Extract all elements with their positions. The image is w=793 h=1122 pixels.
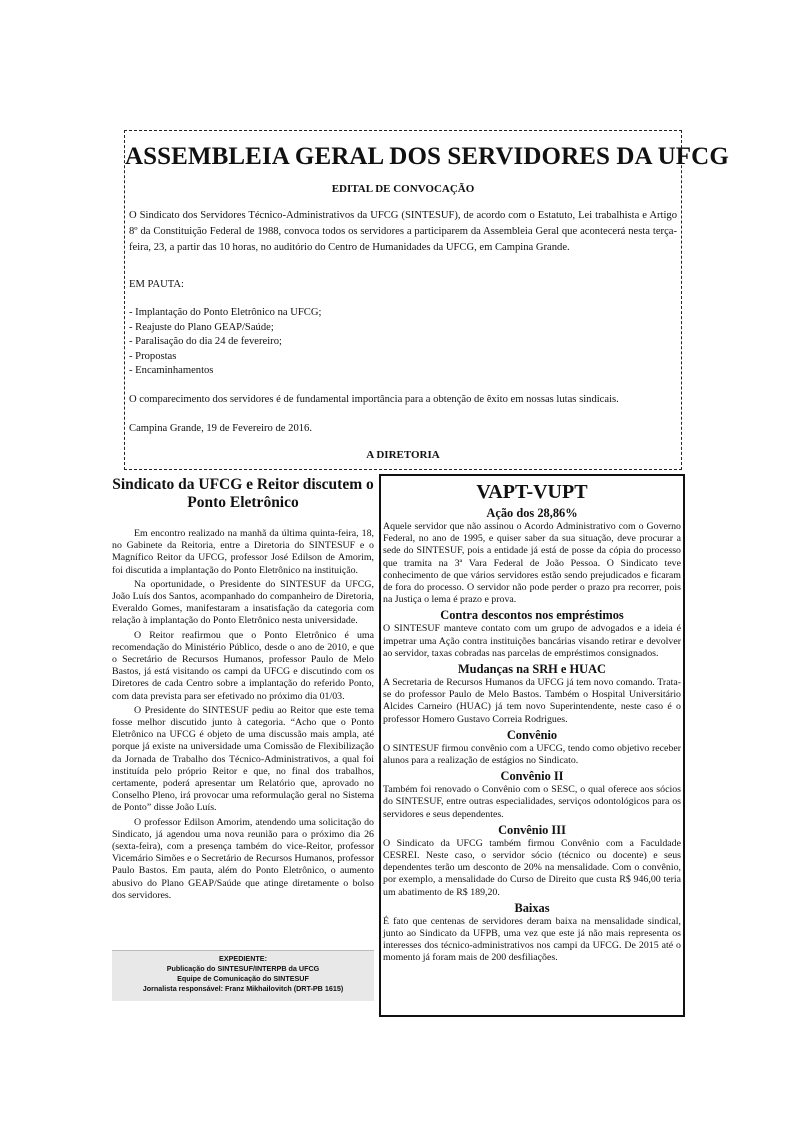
- notice-dateline: Campina Grande, 19 de Fevereiro de 2016.: [129, 423, 312, 434]
- expediente-title: EXPEDIENTE:: [219, 954, 267, 963]
- section-body: Aquele servidor que não assinou o Acordo Administrativo com o Governo Federal, no ano de 1995, e quiser saber da sua situação, deve procurar a sede do SINTESUF, pois a entidade já está de posse da cópia do processo que tramita na 3ª Vara Federal de João Pessoa. O Sindicato teve conhecimento de que vários servidores estão sendo prejudicados e ficaram de fora do processo. O servidor não pode perder o prazo pra recorrer, pois na Justiça o lema é prazo e prova.: [383, 521, 681, 606]
- section-title: Convênio II: [500, 769, 564, 784]
- section-title: Baixas: [514, 900, 550, 915]
- agenda-item: - Propostas: [129, 350, 177, 362]
- vapt-vupt-title: VAPT-VUPT: [476, 481, 588, 503]
- article-body: [112, 528, 374, 902]
- section-title: Convênio: [506, 727, 558, 742]
- assembly-title: ASSEMBLEIA GERAL DOS SERVIDORES DA UFCG: [125, 143, 729, 170]
- agenda-item: - Reajuste do Plano GEAP/Saúde;: [129, 321, 274, 333]
- notice-closing: O comparecimento dos servidores é de fundamental importância para a obtenção de êxito em nossas lutas sindicais.: [129, 394, 619, 405]
- article-headline: Sindicato da UFCG e Reitor discutem o Ponto Eletrônico: [112, 476, 374, 511]
- section-body: É fato que centenas de servidores deram baixa na mensalidade sindical, junto ao Sindicato da UFPB, uma vez que este já não mais representa os interesses dos técnico-administrativos nos campi da UFCG. De 2015 até o momento já foram mais de 200 desfiliações.: [383, 915, 681, 964]
- article-paragraph: O Reitor reafirmou que o Ponto Eletrônico é uma recomendação do Ministério Público, desde o ano de 2010, e que o Secretário de Recursos Humanos, professor Paulo de Melo Bastos, já está visitando os campi da UFCG e discutindo com os Diretores de cada Centro sobre a implantação do referido Ponto, com data prevista para ser efetivado no próximo dia 01/03.: [112, 629, 374, 702]
- agenda-item: - Paralisação do dia 24 de fevereiro;: [129, 336, 282, 348]
- section-body: A Secretaria de Recursos Humanos da UFCG já tem novo comando. Trata-se do professor Paulo de Melo Bastos. Também o Hospital Universitário Alcides Carneiro (HUAC) já tem novo Superintendente, neste caso é o professor Homero Gustavo Correia Rodrigues.: [383, 677, 681, 725]
- notice-signature: A DIRETORIA: [366, 449, 440, 461]
- article-paragraph: Na oportunidade, o Presidente do SINTESUF da UFCG, João Luís dos Santos, acompanhado do companheiro de Diretoria, Everaldo Gomes, manifestaram a insatisfação da categoria com relação à implantação do Ponto Eletrônico nesta universidade.: [112, 578, 374, 627]
- expediente-box: [112, 950, 374, 1001]
- section-title: Mudanças na SRH e HUAC: [457, 662, 607, 677]
- agenda-item: - Encaminhamentos: [129, 365, 214, 377]
- agenda-title: EM PAUTA:: [129, 279, 184, 290]
- vapt-vupt-box: [379, 474, 685, 1017]
- article-paragraph: O Presidente do SINTESUF pediu ao Reitor que este tema fosse melhor discutido junto à categoria. “Acho que o Ponto Eletrônico na UFCG é objeto de uma discussão mais ampla, até porque já existe na universidade uma Comissão de Flexibilização da Jornada de Trabalho dos Técnico-Administrativos, a qual foi instituída pelo próprio Reitor e que, no final dos trabalhos, certamente, poderá apresentar um Relatório que, aprovado no Conselho Pleno, irá provocar uma reformulação geral no Sistema de Ponto” disse João Luís.: [112, 704, 374, 814]
- article-paragraph: Em encontro realizado na manhã da última quinta-feira, 18, no Gabinete da Reitoria, entre a Diretoria do SINTESUF e o Magnífico Reitor da UFCG, professor José Edilson de Amorim, foi discutida a implantação do Ponto Eletrônico na instituição.: [112, 528, 374, 576]
- expediente-line: Equipe de Comunicação do SINTESUF: [177, 974, 309, 983]
- section-body: Também foi renovado o Convênio com o SESC, o qual oferece aos sócios do SINTESUF, entre outras especialidades, serviços odontológicos para os servidores e seus dependentes.: [383, 784, 681, 820]
- section-title: Contra descontos nos empréstimos: [440, 608, 624, 623]
- section-body: O SINTESUF firmou convênio com a UFCG, tendo como objetivo receber alunos para a realização de estágios no Sindicato.: [383, 742, 681, 767]
- section-title: Convênio III: [498, 822, 566, 837]
- section-title: Ação dos 28,86%: [486, 506, 578, 520]
- notice-subtitle: EDITAL DE CONVOCAÇÃO: [331, 183, 475, 195]
- notice-body: O Sindicato dos Servidores Técnico-Administrativos da UFCG (SINTESUF), de acordo com o Estatuto, Lei trabalhista e Artigo 8º da Constituição Federal de 1988, convoca todos os servidores a participarem da Assembleia Geral que acontecerá nesta terça-feira, 23, a partir das 10 horas, no auditório do Centro de Humanidades da UFCG, em Campina Grande.: [129, 210, 677, 253]
- convocation-notice: [124, 130, 729, 470]
- article-paragraph: O professor Edilson Amorim, atendendo uma solicitação do Sindicato, já agendou uma nova reunião para o próximo dia 26 (sexta-feira), com a presença também do vice-Reitor, professor Vicemário Simões e o Secretário de Recursos Humanos, professor Paulo Bastos. Em pauta, além do Ponto Eletrônico, o aumento abusivo do Plano GEAP/Saúde que atinge diretamente o bolso dos servidores.: [112, 816, 374, 901]
- agenda-item: - Implantação do Ponto Eletrônico na UFCG;: [129, 307, 322, 318]
- left-article-column: [112, 474, 374, 1014]
- expediente-line: Jornalista responsável: Franz Mikhailovitch (DRT-PB 1615): [142, 984, 344, 993]
- section-body: O SINTESUF manteve contato com um grupo de advogados e a ideia é impetrar uma Ação contra instituições bancárias visando retirar e devolver ao servidor, taxas cobradas nas parcelas de empréstimos consignados.: [383, 623, 681, 659]
- expediente-line: Publicação do SINTESUF/INTERPB da UFCG: [166, 964, 320, 973]
- section-body: O Sindicato da UFCG também firmou Convênio com a Faculdade CESREI. Neste caso, o servidor sócio (técnico ou docente) e seus dependentes terão um desconto de 20% na mensalidade. Com o convênio, por exemplo, a mensalidade do Curso de Direito que custa R$ 946,00 teria um abatimento de R$ 189,20.: [383, 837, 681, 898]
- agenda-list: [129, 306, 321, 379]
